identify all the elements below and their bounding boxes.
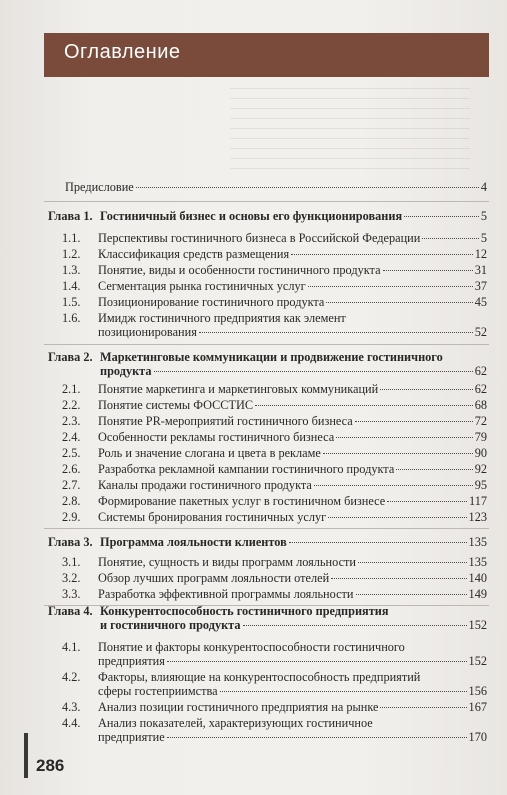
section-title-continued: предприятие	[98, 731, 165, 744]
toc-section-1-6[interactable]	[62, 312, 346, 326]
dot-leader	[396, 469, 472, 470]
toc-page-number: 79	[474, 430, 487, 444]
toc-chapter-4[interactable]	[48, 605, 389, 619]
toc-section-2-1[interactable]	[62, 383, 487, 397]
section-number: 2.2.	[62, 398, 81, 412]
dot-leader	[136, 187, 479, 188]
section-title: Понятие, виды и особенности гостиничного продукта	[98, 264, 381, 277]
toc-section-3-2[interactable]	[62, 572, 487, 586]
chapter-title: Гостиничный бизнес и основы его функционирования	[100, 210, 403, 223]
chapter-title-continued: и гостиничного продукта	[100, 619, 241, 632]
section-number: 4.4.	[62, 716, 81, 730]
toc-page-number: 135	[468, 555, 487, 569]
section-title: Особенности рекламы гостиничного бизнеса	[98, 431, 335, 444]
toc-page-number: 135	[468, 535, 487, 549]
section-number: 1.4.	[62, 279, 81, 293]
toc-page-number: 37	[474, 279, 487, 293]
toc-section-4-4[interactable]	[62, 717, 373, 731]
section-title-continued: сферы гостеприимства	[98, 685, 218, 698]
toc-page-number: 31	[474, 263, 487, 277]
chapter-label: Глава 2.	[48, 350, 93, 364]
dot-leader	[331, 578, 466, 579]
section-number: 1.5.	[62, 295, 81, 309]
dot-leader	[289, 542, 467, 543]
dot-leader	[323, 453, 473, 454]
toc-section-2-7[interactable]	[62, 479, 487, 493]
section-title: Анализ показателей, характеризующих гостиничное	[98, 716, 373, 730]
section-number: 2.7.	[62, 478, 81, 492]
toc-chapter-3[interactable]	[48, 536, 487, 550]
toc-page-number: 170	[468, 730, 487, 744]
section-number: 1.2.	[62, 247, 81, 261]
section-title: Имидж гостиничного предприятия как элемент	[98, 311, 346, 325]
toc-page-number: 72	[474, 414, 487, 428]
dot-leader	[358, 562, 467, 563]
section-title: Классификация средств размещения	[98, 248, 290, 261]
section-title: Понятие маркетинга и маркетинговых коммуникаций	[98, 383, 379, 396]
dot-leader	[167, 661, 467, 662]
dot-leader	[328, 517, 466, 518]
toc-page-number: 5	[480, 231, 487, 245]
chapter-title: Программа лояльности клиентов	[100, 536, 287, 549]
dot-leader	[255, 405, 473, 406]
toc-section-4-1-continued[interactable]	[98, 655, 487, 669]
toc-section-1-4[interactable]	[62, 280, 487, 294]
section-number: 3.3.	[62, 587, 81, 601]
section-number: 4.1.	[62, 640, 81, 654]
toc-section-2-9[interactable]	[62, 511, 487, 525]
section-title: Перспективы гостиничного бизнеса в Российской Федерации	[98, 232, 421, 245]
page-number: 286	[36, 756, 65, 775]
section-title: Разработка эффективной программы лояльности	[98, 588, 354, 601]
toc-page-number: 123	[468, 510, 487, 524]
toc-page-number: 4	[480, 180, 487, 194]
dot-leader	[199, 332, 473, 333]
toc-section-4-4-continued[interactable]	[98, 731, 487, 745]
section-title: Понятие системы ФОССТИС	[98, 399, 254, 412]
page-title: Оглавление	[64, 41, 181, 63]
section-title: Разработка рекламной кампании гостиничного продукта	[98, 463, 395, 476]
toc-section-1-5[interactable]	[62, 296, 487, 310]
toc-section-2-2[interactable]	[62, 399, 487, 413]
section-title: Сегментация рынка гостиничных услуг	[98, 280, 306, 293]
section-title: Понятие, сущность и виды программ лояльности	[98, 556, 356, 569]
section-title: Понятие PR-мероприятий гостиничного бизнеса	[98, 415, 353, 428]
dot-leader	[383, 270, 473, 271]
toc-section-4-2-continued[interactable]	[98, 685, 487, 699]
toc-section-3-3[interactable]	[62, 588, 487, 602]
dot-leader	[243, 625, 467, 626]
dot-leader	[355, 421, 473, 422]
dot-leader	[154, 371, 473, 372]
section-number: 1.3.	[62, 263, 81, 277]
section-number: 1.6.	[62, 311, 81, 325]
section-number: 2.5.	[62, 446, 81, 460]
toc-page-number: 156	[468, 684, 487, 698]
toc-page-number: 12	[474, 247, 487, 261]
toc-page-number: 92	[474, 462, 487, 476]
toc-page-number: 5	[480, 209, 487, 223]
dot-leader	[308, 286, 473, 287]
toc-page-number: 68	[474, 398, 487, 412]
toc-page-number: 167	[468, 700, 487, 714]
toc-section-4-2[interactable]	[62, 671, 420, 685]
section-number: 1.1.	[62, 231, 81, 245]
section-title: Каналы продажи гостиничного продукта	[98, 479, 312, 492]
section-number: 2.8.	[62, 494, 81, 508]
divider	[44, 201, 489, 202]
section-title: Роль и значение слогана и цвета в рекламе	[98, 447, 321, 460]
toc-page-number: 95	[474, 478, 487, 492]
footer-accent-bar	[24, 733, 28, 778]
toc-section-4-3[interactable]	[62, 701, 487, 715]
toc-page-number: 117	[469, 494, 487, 508]
chapter-label: Глава 1.	[48, 209, 93, 223]
dot-leader	[220, 691, 467, 692]
toc-page-number: 152	[468, 654, 487, 668]
toc-chapter-2[interactable]	[48, 351, 443, 365]
section-title: Обзор лучших программ лояльности отелей	[98, 572, 330, 585]
dot-leader	[314, 485, 473, 486]
chapter-title: Маркетинговые коммуникации и продвижение гостиничного	[100, 350, 443, 364]
dot-leader	[167, 737, 467, 738]
dot-leader	[356, 594, 467, 595]
section-number: 2.6.	[62, 462, 81, 476]
section-number: 2.9.	[62, 510, 81, 524]
section-number: 3.1.	[62, 555, 81, 569]
toc-page-number: 62	[474, 364, 487, 378]
chapter-title-continued: продукта	[100, 365, 152, 378]
section-number: 2.3.	[62, 414, 81, 428]
toc-page-number: 140	[468, 571, 487, 585]
toc-section-2-6[interactable]	[62, 463, 487, 477]
toc-entry-title: Предисловие	[65, 181, 134, 194]
toc-page-number: 152	[468, 618, 487, 632]
dot-leader	[404, 216, 479, 217]
section-title: Факторы, влияющие на конкурентоспособность предприятий	[98, 670, 421, 684]
section-number: 4.2.	[62, 670, 81, 684]
toc-chapter-1[interactable]	[48, 210, 487, 224]
section-number: 3.2.	[62, 571, 81, 585]
section-title: Позиционирование гостиничного продукта	[98, 296, 325, 309]
section-title: Анализ позиции гостиничного предприятия на рынке	[98, 701, 379, 714]
toc-section-2-8[interactable]	[62, 495, 487, 509]
toc-chapter-4-continued[interactable]	[100, 619, 487, 633]
toc-page-number: 149	[468, 587, 487, 601]
section-number: 4.3.	[62, 700, 81, 714]
toc-section-1-6-continued[interactable]	[98, 326, 487, 340]
toc-section-1-3[interactable]	[62, 264, 487, 278]
section-title: Системы бронирования гостиничных услуг	[98, 511, 327, 524]
toc-chapter-2-continued[interactable]	[100, 365, 487, 379]
dot-leader	[387, 501, 467, 502]
section-title-continued: позиционирования	[98, 326, 197, 339]
chapter-title: Конкурентоспособность гостиничного предприятия	[100, 604, 389, 618]
section-number: 2.4.	[62, 430, 81, 444]
toc-page-number: 52	[474, 325, 487, 339]
section-number: 2.1.	[62, 382, 81, 396]
dot-leader	[291, 254, 473, 255]
toc-section-3-1[interactable]	[62, 556, 487, 570]
toc-section-4-1[interactable]	[62, 641, 405, 655]
dot-leader	[380, 389, 472, 390]
toc-page-number: 45	[474, 295, 487, 309]
toc-section-2-5[interactable]	[62, 447, 487, 461]
divider	[44, 344, 489, 345]
toc-section-1-1[interactable]	[62, 232, 487, 246]
section-title: Формирование пакетных услуг в гостиничном бизнесе	[98, 495, 386, 508]
chapter-label: Глава 3.	[48, 535, 93, 549]
dot-leader	[336, 437, 473, 438]
toc-page-number: 62	[474, 382, 487, 396]
chapter-label: Глава 4.	[48, 604, 93, 618]
toc-section-1-2[interactable]	[62, 248, 487, 262]
section-title: Понятие и факторы конкурентоспособности гостиничного	[98, 640, 405, 654]
dot-leader	[380, 707, 466, 708]
toc-entry-preface[interactable]	[65, 181, 487, 195]
toc-section-2-4[interactable]	[62, 431, 487, 445]
dot-leader	[326, 302, 472, 303]
section-title-continued: предприятия	[98, 655, 165, 668]
toc-section-2-3[interactable]	[62, 415, 487, 429]
divider	[44, 528, 489, 529]
toc-page-number: 90	[474, 446, 487, 460]
dot-leader	[422, 238, 479, 239]
